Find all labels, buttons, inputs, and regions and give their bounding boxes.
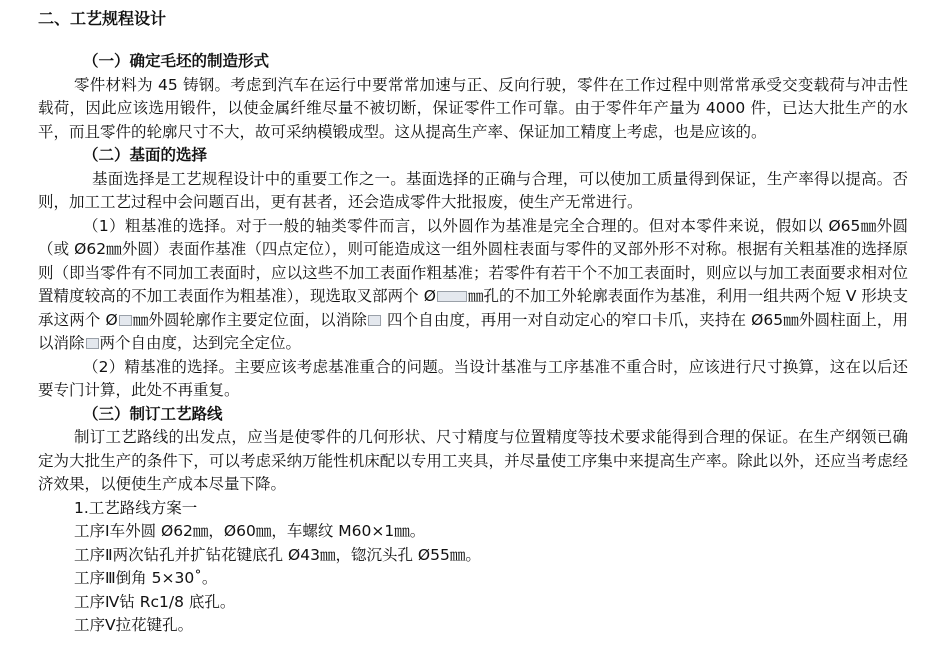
inline-image-placeholder xyxy=(437,291,467,302)
subsection-title-datum-selection: （二）基面的选择 xyxy=(83,146,208,164)
process-step: 工序Ⅱ两次钻孔并扩钻花键底孔 Ø43㎜，锪沉头孔 Ø55㎜。 xyxy=(74,545,481,564)
text-span: ㎜孔的不加工外轮廓表面作为基准，利用一组共两个短 V 形块支承这两个 Ø xyxy=(38,287,908,329)
plan-title: 1.工艺路线方案一 xyxy=(74,498,198,517)
text-span: ㎜外圆轮廓作主要定位面，以消除 xyxy=(132,310,368,329)
subsection-title-blank-form: （一）确定毛坯的制造形式 xyxy=(83,52,270,70)
inline-image-placeholder xyxy=(86,338,99,349)
paragraph-datum-intro: 基面选择是工艺规程设计中的重要工作之一。基面选择的正确与合理，可以使加工质量得到保证，生产率得以提高。否则，加工工艺过程中会问题百出，更有甚者，还会造成零件大批报废，使生产无常进行。 xyxy=(38,169,908,211)
paragraph-process-route: 制订工艺路线的出发点，应当是使零件的几何形状、尺寸精度与位置精度等技术要求能得到合理的保证。在生产纲领已确定为大批生产的条件下，可以考虑采纳万能性机床配以专用工夹具，并尽量使工序集中来提高生产率。除此以外，还应当考虑经济效果，以便使生产成本尽量下降。 xyxy=(38,428,908,493)
process-step: 工序Ⅰ车外圆 Ø62㎜，Ø60㎜，车螺纹 M60×1㎜。 xyxy=(74,522,426,540)
subsection-title-process-route: （三）制订工艺路线 xyxy=(83,404,223,423)
document-body xyxy=(38,50,908,638)
inline-image-placeholder xyxy=(368,315,381,326)
text-span: （1）粗基准的选择。对于一般的轴类零件而言，以外圆作为基准是完全合理的。但对本零件来说，假如以 Ø65㎜外圆（或 Ø62㎜外圆）表面作基准（四点定位），则可能造成这一组外圆柱表面与零件的叉部外形不对称。根据有关粗基准的选择原则（即当零件有不同加工表面时，应以这些不加工表面作粗基准；若零件有若干个不加工表面时，则应以与加工表面要求相对位置精度较高的不加工表面作为粗基准），现选取叉部两个 Ø xyxy=(38,216,908,305)
process-step: 工序Ⅲ倒角 5×30˚。 xyxy=(74,569,218,587)
section-heading: 二、工艺规程设计 xyxy=(38,9,167,28)
paragraph-fine-datum: （2）精基准的选择。主要应该考虑基准重合的问题。当设计基准与工序基准不重合时，应该进行尺寸换算，这在以后还要专门计算，此处不再重复。 xyxy=(38,357,908,399)
text-span: 两个自由度，达到完全定位。 xyxy=(99,334,302,352)
process-step: 工序Ⅳ钻 Rc1/8 底孔。 xyxy=(74,592,236,611)
process-step: 工序Ⅴ拉花键孔。 xyxy=(74,616,194,634)
paragraph-rough-datum xyxy=(38,215,908,356)
paragraph-blank-form: 零件材料为 45 铸钢。考虑到汽车在运行中要常常加速与正、反向行驶，零件在工作过程中则常常承受交变载荷与冲击性载荷，因此应该选用锻件，以使金属纤维尽量不被切断，保证零件工作可靠。由于零件年产量为 4000 件，已达大批生产的水平，而且零件的轮廓尺寸不大，故可采纳模锻成型。这从提高生产率、保证加工精度上考虑，也是应该的。 xyxy=(38,75,908,141)
text-span: 四个自由度，再用一对自动定心的窄口卡爪，夹持在 Ø65㎜外圆柱面上，用以消除 xyxy=(38,310,909,352)
inline-image-placeholder xyxy=(119,315,132,326)
